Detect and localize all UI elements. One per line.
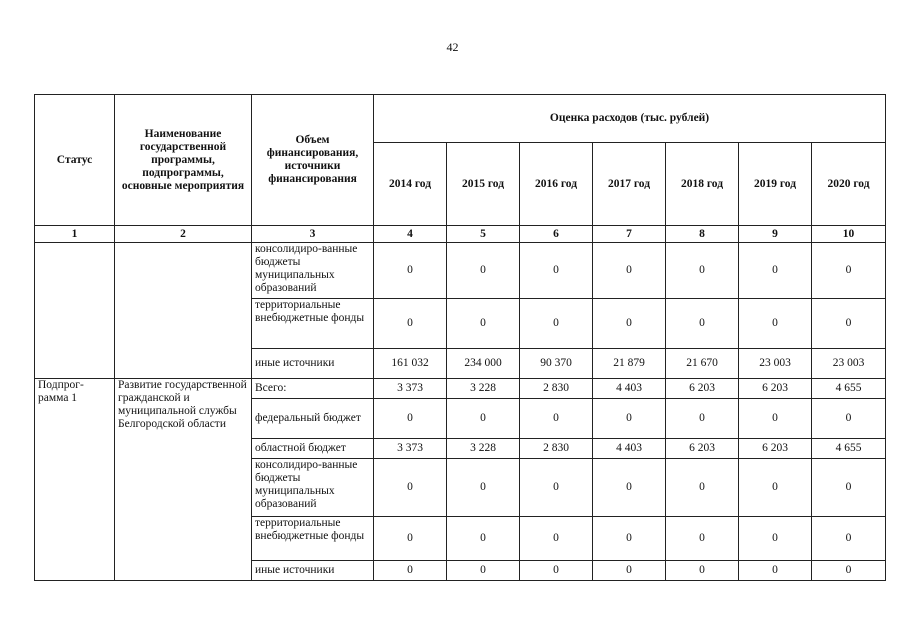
funding-source: областной бюджет [252, 439, 374, 459]
value-cell: 0 [374, 517, 447, 561]
value-cell: 6 203 [666, 379, 739, 399]
value-cell: 0 [666, 299, 739, 349]
column-number: 5 [447, 226, 520, 243]
column-number: 3 [252, 226, 374, 243]
column-number: 4 [374, 226, 447, 243]
value-cell: 0 [666, 561, 739, 581]
header-year: 2016 год [520, 143, 593, 226]
header-year: 2018 год [666, 143, 739, 226]
value-cell: 0 [520, 299, 593, 349]
value-cell: 3 373 [374, 379, 447, 399]
column-number: 6 [520, 226, 593, 243]
value-cell: 0 [812, 459, 886, 517]
value-cell: 0 [812, 561, 886, 581]
value-cell: 0 [812, 517, 886, 561]
funding-source: федеральный бюджет [252, 399, 374, 439]
header-year: 2015 год [447, 143, 520, 226]
value-cell: 0 [447, 561, 520, 581]
value-cell: 0 [520, 517, 593, 561]
header-name: Наименование государственной программы, подпрограммы, основные мероприятия [115, 95, 252, 226]
value-cell: 0 [520, 399, 593, 439]
value-cell: 23 003 [739, 349, 812, 379]
value-cell: 0 [812, 399, 886, 439]
value-cell: 4 403 [593, 379, 666, 399]
value-cell: 0 [593, 399, 666, 439]
value-cell: 21 670 [666, 349, 739, 379]
value-cell: 0 [739, 459, 812, 517]
value-cell: 4 403 [593, 439, 666, 459]
value-cell: 3 373 [374, 439, 447, 459]
value-cell: 23 003 [812, 349, 886, 379]
value-cell: 3 228 [447, 439, 520, 459]
value-cell: 0 [447, 517, 520, 561]
funding-source: иные источники [252, 349, 374, 379]
column-number: 10 [812, 226, 886, 243]
value-cell: 0 [666, 517, 739, 561]
value-cell: 0 [593, 299, 666, 349]
value-cell: 4 655 [812, 439, 886, 459]
value-cell: 0 [593, 561, 666, 581]
value-cell: 0 [447, 243, 520, 299]
header-year: 2019 год [739, 143, 812, 226]
header-estimate: Оценка расходов (тыс. рублей) [374, 95, 886, 143]
header-year: 2014 год [374, 143, 447, 226]
value-cell: 4 655 [812, 379, 886, 399]
value-cell: 0 [374, 399, 447, 439]
value-cell: 3 228 [447, 379, 520, 399]
table-row [35, 243, 886, 299]
value-cell: 0 [812, 299, 886, 349]
page-number: 42 [446, 40, 459, 54]
table-row [35, 379, 886, 399]
funding-source: иные источники [252, 561, 374, 581]
value-cell: 0 [666, 399, 739, 439]
column-number: 7 [593, 226, 666, 243]
value-cell: 0 [739, 299, 812, 349]
status-cell [35, 243, 115, 379]
value-cell: 0 [739, 561, 812, 581]
header-year: 2020 год [812, 143, 886, 226]
value-cell: 0 [593, 459, 666, 517]
budget-table [34, 94, 886, 581]
value-cell: 2 830 [520, 439, 593, 459]
funding-source: консолидиро-ванные бюджеты муниципальных образований [252, 243, 374, 299]
value-cell: 0 [739, 399, 812, 439]
value-cell: 0 [520, 561, 593, 581]
funding-source: консолидиро-ванные бюджеты муниципальных образований [252, 459, 374, 517]
column-number: 1 [35, 226, 115, 243]
column-number: 2 [115, 226, 252, 243]
program-name-cell: Развитие государственной гражданской и муниципальной службы Белгородской области [115, 379, 252, 581]
value-cell: 2 830 [520, 379, 593, 399]
column-number: 8 [666, 226, 739, 243]
value-cell: 0 [520, 459, 593, 517]
value-cell: 21 879 [593, 349, 666, 379]
value-cell: 0 [447, 459, 520, 517]
value-cell: 0 [593, 517, 666, 561]
value-cell: 0 [374, 243, 447, 299]
value-cell: 0 [739, 243, 812, 299]
value-cell: 6 203 [739, 439, 812, 459]
value-cell: 0 [666, 459, 739, 517]
value-cell: 234 000 [447, 349, 520, 379]
funding-source: территориальные внебюджетные фонды [252, 299, 374, 349]
value-cell: 0 [666, 243, 739, 299]
program-name-cell [115, 243, 252, 379]
header-funding: Объем финансирования, источники финансирования [252, 95, 374, 226]
header-status: Статус [35, 95, 115, 226]
value-cell: 0 [374, 561, 447, 581]
value-cell: 0 [739, 517, 812, 561]
funding-source: Всего: [252, 379, 374, 399]
value-cell: 0 [812, 243, 886, 299]
value-cell: 6 203 [666, 439, 739, 459]
value-cell: 6 203 [739, 379, 812, 399]
funding-source: территориальные внебюджетные фонды [252, 517, 374, 561]
value-cell: 0 [374, 299, 447, 349]
status-cell: Подпрог-рамма 1 [35, 379, 115, 581]
value-cell: 161 032 [374, 349, 447, 379]
value-cell: 0 [520, 243, 593, 299]
header-year: 2017 год [593, 143, 666, 226]
value-cell: 0 [593, 243, 666, 299]
value-cell: 0 [374, 459, 447, 517]
value-cell: 90 370 [520, 349, 593, 379]
column-number: 9 [739, 226, 812, 243]
value-cell: 0 [447, 299, 520, 349]
value-cell: 0 [447, 399, 520, 439]
